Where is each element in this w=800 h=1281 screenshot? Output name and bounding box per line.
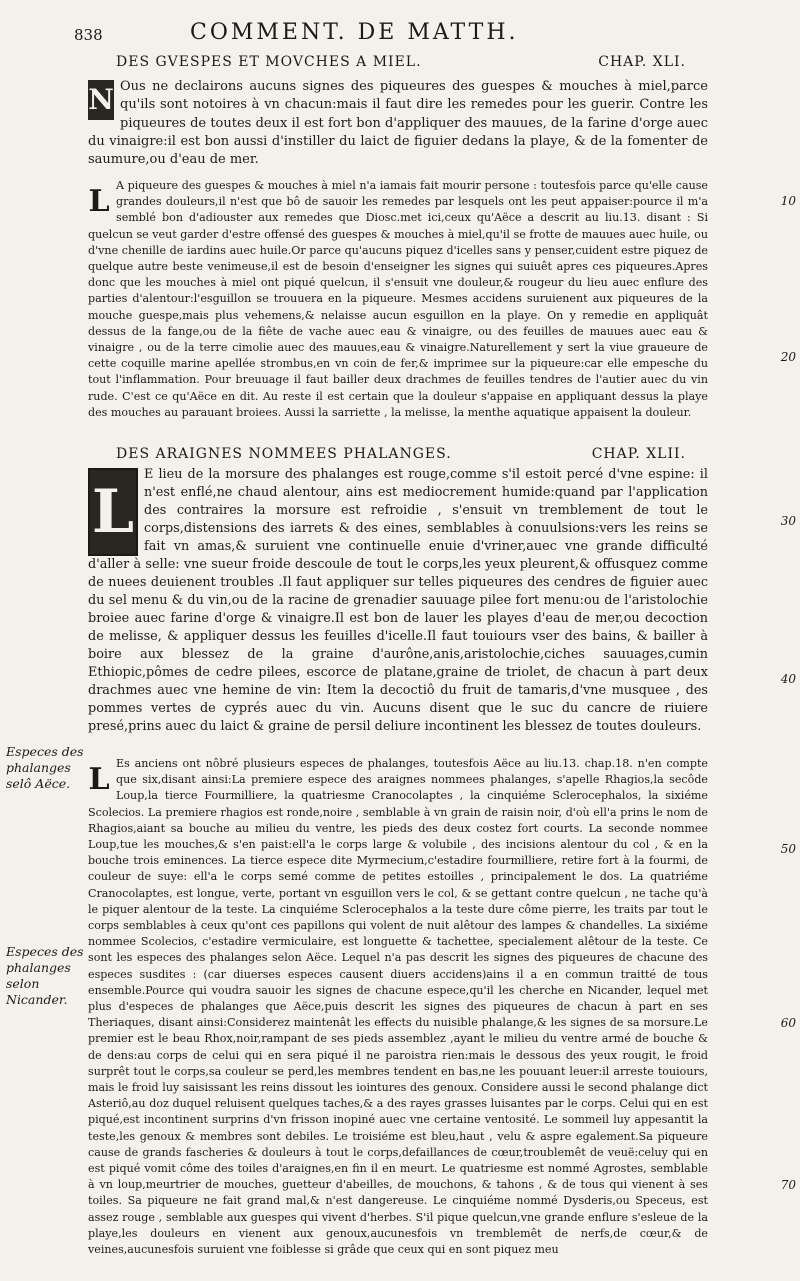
chapter-title: DES ARAIGNES NOMMEES PHALANGES. <box>116 446 452 462</box>
text-body: E lieu de la morsure des phalanges est rouge,comme s'il estoit percé d'vne espine: il n'est enflé,ne chaud alentour, ains est mediocrement humide:quand par l'application des contraires la morsure est refroidie , s'ensuit vn tremblement de tout le corps,distensions des iarrets & des eines, semblables à conuulsions:vers les reins se fait vn amas,& suruient vne continuelle enuie d'vriner,auec vne grande difficulté d'aller à selle: vne sueur froide descoule de tout le corps,les yeux pleurent,& offusquez comme de nuees deuienent troubles .Il faut appliquer sur telles piqueures des cendres de figuier auec du sel menu & du vin,ou de la racine de grenadier sauuage pilee fort menu:ou de l'aristolochie broiee auec farine d'orge & vinaigre.Il est bon de lauer les playes d'eau de mer,ou decoction de melisse, & appliquer dessus les feuilles d'icelle.Il faut touiours vser des bains, & bailler à boire aux blessez de la graine d'aurône,anis,aristolochie,ciches sauuages,cumin Ethiopic,pômes de cedre pilees, escorce de platane,graine de triolet, de chacun à part deux drachmes auec vne hemine de vin: Item la decoctiô du fruit de tamaris,d'vne musquee , des pommes vertes de cyprés auec du vin. Aucuns disent que le suc du cancre de riuiere presé,prins auec du laict & graine de persil deliure incontinent les blessez de toutes douleurs. <box>88 467 708 734</box>
chapter-number: CHAP. XLII. <box>591 446 686 462</box>
chapter-number: CHAP. XLI. <box>598 54 686 70</box>
chapter-41-commentary <box>88 178 708 440</box>
chapter-42-dioscorides-text <box>88 466 708 748</box>
line-number: 50 <box>780 842 796 856</box>
line-number: 70 <box>780 1178 796 1192</box>
drop-cap: N <box>88 80 114 120</box>
commentary-body: A piqueure des guespes & mouches à miel n'a iamais fait mourir persone : toutesfois parce qu'elle cause grandes douleurs,il n'est que bô de sauoir les remedes par lesquels ont les peut appaiser:pource il m'a semblé bon d'adiouster aux remedes que Diosc.met ici,ceux qu'Aëce a descrit au liu.13. disant : Si quelcun se veut garder d'estre offensé des guespes & mouches à miel,qu'il se frotte de mauues auec huile, ou d'vne chenille de iardins auec huile.Or parce qu'aucuns piquez d'icelles sans y penser,cuident estre piquez de quelque autre beste venimeuse,il est de besoin d'enseigner les signes qui suiuêt apres ces piqueures.Apres donc que les mouches à miel ont piqué quelcun, il s'ensuit vne douleur,& rougeur du lieu auec enflure des parties d'alentour:l'esguillon se trouuera en la piqueure. Mesmes accidens suruienent aux piqueures de la mouche guespe,mais plus vehemens,& nelaisse aucun esguillon en la playe. On y remedie en appliquât dessus de la fange,ou de la fiête de vache auec eau & vinaigre, ou des feuilles de mauues auec eau & vinaigre , ou de la terre cimolie auec des mauues,eau & vinaigre.Naturellement y sert la viue graueure de cette coquille marine apellée strombus,en vn coin de fer,& imprimee sur la piqueure:car elle empesche du tout l'inflammation. Pour breuuage il faut bailler deux drachmes de feuilles tendres de l'autier auec du vin rude. C'est ce qu'Aëce en dit. Au reste il est certain que la douleur s'appaise en appliquant dessus la playe des mouches au parauant broiees. Aussi la sarriette , la melisse, la menthe aquatique appaisent la douleur. <box>88 179 708 419</box>
margin-note: Especes des phalanges selô Aëce. <box>6 744 84 791</box>
running-title: COMMENT. DE MATTH. <box>190 20 519 45</box>
running-head <box>0 18 800 52</box>
page-number: 838 <box>74 26 103 44</box>
line-number: 40 <box>780 672 796 686</box>
text-body: Ous ne declairons aucuns signes des piqueures des guespes & mouches à miel,parce qu'ils sont notoires à vn chacun:mais il faut dire les remedes pour les guerir. Contre les piqueures de toutes deux il est fort bon d'appliquer des mauues, de la farine d'orge auec du vinaigre:il est bon aussi d'instiller du laict de figuier dedans la playe, & de la fomenter de saumure,ou d'eau de mer. <box>88 79 708 168</box>
chapter-41-dioscorides-text <box>88 78 708 170</box>
margin-note: Especes des phalanges selon Nicander. <box>6 944 84 1007</box>
chapter-42-commentary <box>88 756 708 1276</box>
chapter-title: DES GVESPES ET MOVCHES A MIEL. <box>116 54 422 70</box>
drop-cap: L <box>88 184 110 219</box>
line-number: 10 <box>780 194 796 208</box>
ornamental-initial: L <box>88 468 138 556</box>
commentary-body: Es anciens ont nôbré plusieurs especes de phalanges, toutesfois Aëce au liu.13. chap.18. n'en compte que six,disant ainsi:La premiere espece des araignes nommees phalanges, s'apelle Rhagios,la secôde Loup,la tierce Fourmilliere, la quatriesme Cranocolaptes , la cinquiéme Sclerocephalos, la sixiéme Scolecios. La premiere rhagios est ronde,noire , semblable à vn grain de raisin noir, d'où ell'a prins le nom de Rhagios,aiant sa bouche au milieu du ventre, les pieds des deux costez fort courts. La seconde nommee Loup,tue les mouches,& s'en paist:ell'a le corps large & volubile , des incisions alentour du col , & en la bouche trois eminences. La tierce espece dite Myrmecium,c'estadire fourmilliere, retire fort à la fourmi, de couleur de suye: ell'a le corps semé comme de petites estoilles , principalement le dos. La quatriéme Cranocolaptes, est longue, verte, portant vn esguillon vers le col, & se gettant contre quelcun , ne tache qu'à le piquer alentour de la teste. La cinquiéme Sclerocephalos a la teste dure côme pierre, les traits par tout le corps semblables à ceux qu'ont ces papillons qui volent de nuit alêtour des lampes & chandelles. La sixiéme nommee Scolecios, c'estadire vermiculaire, est longuette & tachettee, specialement alêtour de la teste. Ce sont les especes des phalanges selon Aëce. Lequel n'a pas descrit les signes des piqueures de chacune des especes susdites : (car diuerses especes causent diuers accidens)ains il a en commun traitté de tous ensemble.Pource qui voudra sauoir les signes de chacune espece,qu'il les cherche en Nicander, lequel met plus d'especes de phalanges que Aëce,puis descrit les signes des piqueures de chacun à part en ses Theriaques, disant ainsi:Considerez maintenât les effects du nuisible phalange,& les signes de sa morsure.Le premier est le beau Rhox,noir,rampant de ses pieds assemblez ,ayant le milieu du ventre armé de bouche & de dens:au corps de celui qui en sera piqué il ne paroistra rien:mais le dessous des yeux rougit, le froid surprêt tout le corps,sa couleur se perd,les membres tendent en bas,ne les pouuant leuer:il arreste touiours, mais le froid luy saisissant les reins dissout les iointures des genoux. Considere aussi le second phalange dict Asteriô,au doz duquel reluisent quelques taches,& a des rayes grasses luisantes par le corps. Celui qui en est piqué,est incontinent surprins d'vn frisson inopiné auec vne certaine ventosité. Le sommeil luy appesantit la teste,les genoux & membres sont debiles. Le troisiéme est bleu,haut , velu & aspre egalement.Sa piqueure cause de grands fascheries & douleurs à tout le corps,defaillances de cœur,troublemêt de veuë:celuy qui en est piqué vomit côme des toiles d'araignes,en fin il en meurt. Le quatriesme est nommé Agrostes, semblable à vn loup,meurtrier de mouches, guetteur d'abeilles, de mouchons, & tahons , & de tous qui vienent à ses toiles. Sa piqueure ne fait grand mal,& n'est dangereuse. Le cinquiéme nommé Dysderis,ou Speceus, est assez rouge , semblable aux guespes qui vivent d'herbes. S'il pique quelcun,vne grande enflure s'esleue de la playe,les douleurs en vienent aux genoux,aucunesfois vn tremblemêt de nerfs,de cœur,& de veines,aucunesfois suruient vne foiblesse si grâde que ceux qui en sont piquez meu <box>88 757 708 1257</box>
line-number: 30 <box>780 514 796 528</box>
drop-cap: L <box>88 762 110 797</box>
line-number: 20 <box>780 350 796 364</box>
line-number: 60 <box>780 1016 796 1030</box>
